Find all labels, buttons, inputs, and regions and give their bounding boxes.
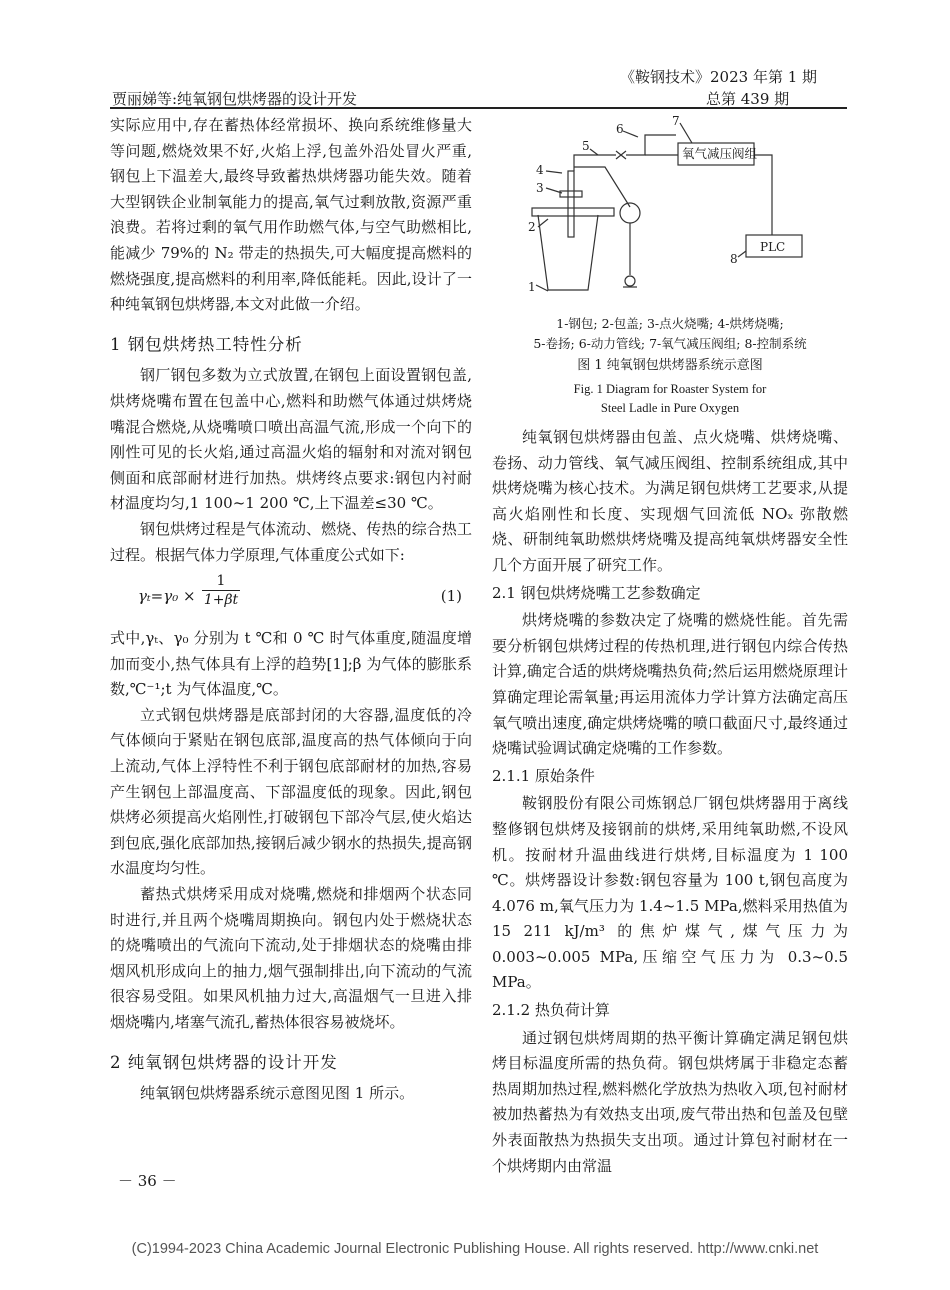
paragraph: 通过钢包烘烤周期的热平衡计算确定满足钢包烘烤目标温度所需的热负荷。钢包烘烤属于非稳定态蓄热周期加热过程,燃料燃化学放热为热收入项,包衬耐材被加热蓄热为有效热支出项,废气带出热和包盖及包壁外表面散热为热损失支出项。通过计算包衬耐材在一个烘烤期内由常温 xyxy=(492,1028,848,1175)
subsection-2-1-2-heading: 2.1.2 热负荷计算 xyxy=(492,1001,610,1020)
paragraph: 纯氧钢包烘烤器系统示意图见图 1 所示。 xyxy=(140,1084,415,1103)
intro-paragraph: 实际应用中,存在蓄热体经常损坏、换向系统维修量大等问题,燃烧效果不好,火焰上浮,包盖外沿处冒火严重,钢包上下温差大,最终导致蓄热烘烤器功能失效。随着大型钢铁企业制氧能力的提高,氧气过剩放散,资源严重浪费。若将过剩的氧气用作助燃气体,与空气助燃相比,能减少 79%的 N₂ 带走的热损失,可大幅度提高燃料的燃烧强度,提高燃料的利用率,降低能耗。因此,设计了一种纯氧钢包烘烤器,本文对此做一介绍。 xyxy=(110,116,472,314)
copyright-footer: (C)1994-2023 China Academic Journal Electronic Publishing House. All rights reserved. http://www.cnki.net xyxy=(131,1241,819,1257)
figure-legend-line-2: 5-卷扬; 6-动力管线; 7-氧气减压阀组; 8-控制系统 xyxy=(533,336,807,351)
equation-fraction xyxy=(202,572,240,609)
paragraph: 烘烤烧嘴的参数决定了烧嘴的燃烧性能。首先需要分析钢包烘烤过程的传热机理,进行钢包内综合传热计算,确定合适的烘烤烧嘴热负荷;然后运用燃烧原理计算确定理论需氧量;再运用流体力学计算方法确定高压氧气喷出速度,确定烘烤烧嘴的喷口截面尺寸,最终通过烧嘴试验调试确定烧嘴的工作参数。 xyxy=(492,611,848,758)
page-number: － 36 － xyxy=(118,1172,177,1190)
running-title: 贾丽娣等:纯氧钢包烘烤器的设计开发 xyxy=(112,90,358,108)
fraction-numerator: 1 xyxy=(202,572,240,591)
ladle-lid xyxy=(532,208,614,216)
paragraph: 钢包烘烤过程是气体流动、燃烧、传热的综合热工过程。根据气体力学原理,气体重度公式如下: xyxy=(110,519,472,564)
label-8: 8 xyxy=(730,252,738,266)
paragraph: 立式钢包烘烤器是底部封闭的大容器,温度低的冷气体倾向于紧贴在钢包底部,温度高的热气体倾向于向上流动,气体上浮特性不利于钢包底部耐材的加热,容易产生钢包上部温度高、下部温度低的现象。因此,钢包烘烤必须提高火焰刚性,打破钢包下部冷气层,使火焰达到包底,强化底部加热,接钢后减少钢水的热损失,提高钢水温度均匀性。 xyxy=(110,705,472,878)
label-3: 3 xyxy=(536,181,544,195)
figure-caption-en-1: Fig. 1 Diagram for Roaster System for xyxy=(573,382,767,396)
equation-1 xyxy=(110,572,472,624)
label-5: 5 xyxy=(582,139,590,153)
section-1-heading: 1 钢包烘烤热工特性分析 xyxy=(110,334,303,354)
valve-box-label: 氧气减压阀组 xyxy=(682,146,758,161)
paragraph: 蓄热式烘烤采用成对烧嘴,燃烧和排烟两个状态同时进行,并且两个烧嘴周期换向。钢包内处于燃烧状态的烧嘴喷出的气流向下流动,处于排烟状态的烧嘴由排烟风机形成向上的抽力,烟气强制排出,向下流动的气流很容易受阻。如果风机抽力过大,高温烟气一旦进入排烟烧嘴内,堵塞气流孔,蓄热体很容易被烧坏。 xyxy=(110,885,472,1031)
figure-1-diagram xyxy=(520,115,820,305)
subsection-2-1-heading: 2.1 钢包烘烤烧嘴工艺参数确定 xyxy=(492,583,701,602)
figure-legend-line-1: 1-钢包; 2-包盖; 3-点火烧嘴; 4-烘烤烧嘴; xyxy=(556,316,784,331)
label-1: 1 xyxy=(528,280,536,294)
paragraph: 式中,γₜ、γ₀ 分别为 t ℃和 0 ℃ 时气体重度,随温度增加而变小,热气体具有上浮的趋势[1];β 为气体的膨胀系数,℃⁻¹;t 为气体温度,℃。 xyxy=(110,629,472,699)
label-7: 7 xyxy=(672,115,680,128)
label-6: 6 xyxy=(616,122,624,136)
plc-box-label: PLC xyxy=(760,240,786,254)
roasting-burner xyxy=(568,171,574,237)
equation-lhs: γₜ=γ₀ × xyxy=(138,587,196,606)
figure-caption-cn: 图 1 纯氧钢包烘烤器系统示意图 xyxy=(577,358,763,373)
equation-number: (1) xyxy=(440,587,462,606)
paragraph: 鞍钢股份有限公司炼钢总厂钢包烘烤器用于离线整修钢包烘烤及接钢前的烘烤,采用纯氧助燃,不设风机。按耐材升温曲线进行烘烤,目标温度为 1 100 ℃。烘烤器设计参数:钢包容量为 100 t,钢包高度为 4.076 m,氧气压力为 1.4~1.5 MPa,燃料采用热值为 15 211 kJ/m³ 的焦炉煤气,煤气压力为 0.003~0.005 MPa,压缩空气压力为 0.3~0.5 MPa。 xyxy=(492,794,848,992)
paragraph: 钢厂钢包多数为立式放置,在钢包上面设置钢包盖,烘烤烧嘴布置在包盖中心,燃料和助燃气体通过烘烤烧嘴混合燃烧,从烧嘴喷口喷出高温气流,形成一个向下的刚性可见的长火焰,通过高温火焰的辐射和对流对钢包侧面和底部耐材进行加热。烘烤终点要求:钢包内衬耐材温度均匀,1 100~1 200 ℃,上下温差≤30 ℃。 xyxy=(110,366,472,513)
header-rule xyxy=(110,107,847,109)
journal-header: 《鞍钢技术》2023 年第 1 期 xyxy=(620,68,818,86)
ignition-burner xyxy=(560,191,582,197)
right-column xyxy=(492,425,848,1179)
figure-caption-en-2: Steel Ladle in Pure Oxygen xyxy=(600,401,740,415)
label-2: 2 xyxy=(528,220,536,234)
subsection-2-1-1-heading: 2.1.1 原始条件 xyxy=(492,766,595,785)
section-2-heading: 2 纯氧钢包烘烤器的设计开发 xyxy=(110,1052,338,1072)
left-column xyxy=(110,113,472,1107)
total-issue: 总第 439 期 xyxy=(706,90,790,108)
fraction-denominator: 1+βt xyxy=(203,592,239,609)
valve-symbol xyxy=(616,151,626,159)
paragraph: 纯氧钢包烘烤器由包盖、点火烧嘴、烘烤烧嘴、卷扬、动力管线、氧气减压阀组、控制系统组成,其中烘烤烧嘴为核心技术。为满足钢包烘烤工艺要求,从提高火焰刚性和长度、实现烟气回流低 NOₓ 弥散燃烧、研制纯氧助燃烘烤烧嘴及提高纯氧烘烤器安全性几个方面开展了研究工作。 xyxy=(492,428,848,574)
label-4: 4 xyxy=(536,163,544,177)
